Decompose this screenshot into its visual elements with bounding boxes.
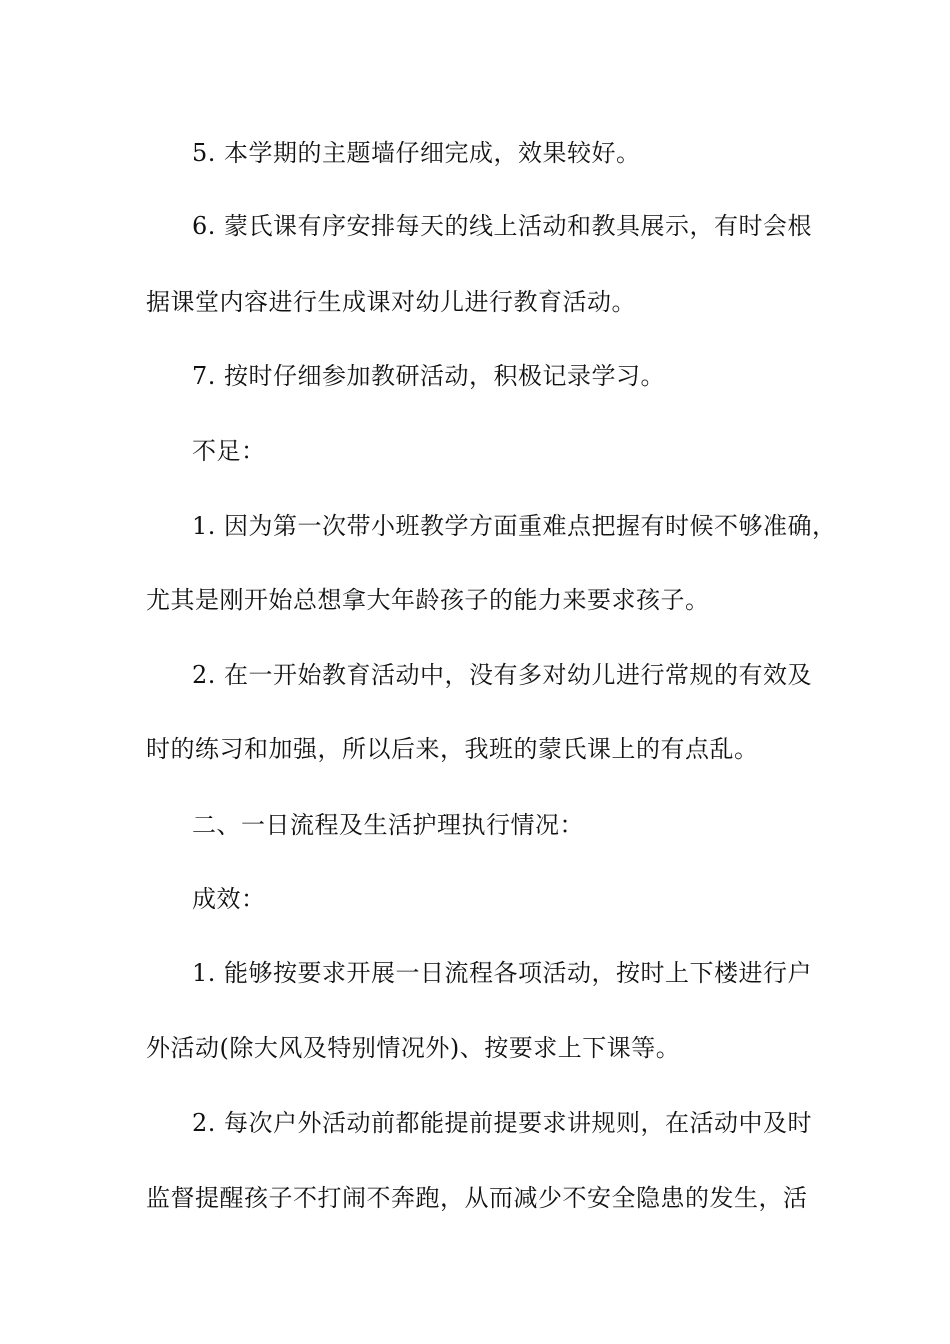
- paragraph-line: 2. 在一开始教育活动中，没有多对幼儿进行常规的有效及: [192, 661, 813, 689]
- paragraph-line: 尤其是刚开始总想拿大年龄孩子的能力来要求孩子。: [146, 586, 710, 614]
- paragraph-line: 据课堂内容进行生成课对幼儿进行教育活动。: [146, 288, 636, 316]
- paragraph-line: 1. 因为第一次带小班教学方面重难点把握有时候不够准确，: [192, 512, 837, 540]
- paragraph-line: 外活动(除大风及特别情况外)、按要求上下课等。: [146, 1034, 681, 1062]
- paragraph-line: 监督提醒孩子不打闹不奔跑，从而减少不安全隐患的发生，活: [146, 1184, 808, 1212]
- paragraph-line: 6. 蒙氏课有序安排每天的线上活动和教具展示，有时会根: [192, 212, 813, 240]
- section-label: 不足：: [192, 437, 266, 465]
- section-heading: 二、一日流程及生活护理执行情况：: [192, 811, 584, 839]
- paragraph-line: 1. 能够按要求开展一日流程各项活动，按时上下楼进行户: [192, 959, 813, 987]
- section-label: 成效：: [192, 885, 266, 913]
- paragraph-line: 5. 本学期的主题墙仔细完成，效果较好。: [192, 139, 641, 167]
- paragraph-line: 7. 按时仔细参加教研活动，积极记录学习。: [192, 362, 666, 390]
- paragraph-line: 时的练习和加强，所以后来，我班的蒙氏课上的有点乱。: [146, 735, 759, 763]
- paragraph-line: 2. 每次户外活动前都能提前提要求讲规则，在活动中及时: [192, 1109, 813, 1137]
